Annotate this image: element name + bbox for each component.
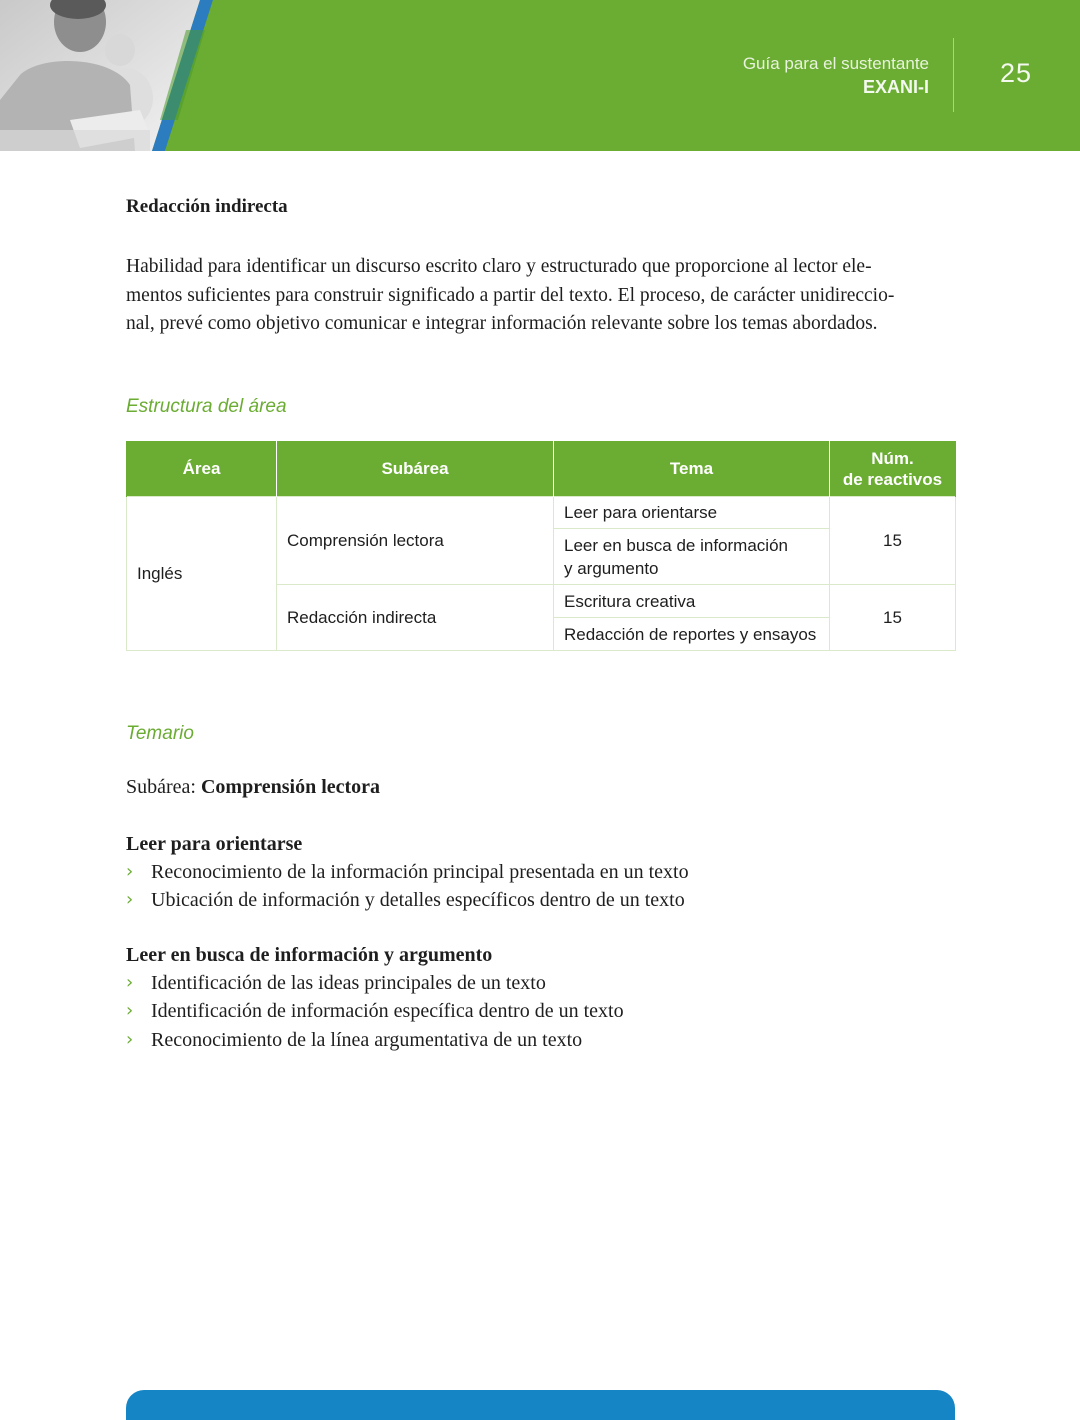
list-item: [126, 997, 956, 1025]
topic-list: [126, 969, 956, 1054]
section-heading: Redacción indirecta: [126, 196, 288, 217]
chevron-right-icon: ›: [126, 889, 134, 911]
page-number: 25: [1000, 58, 1033, 88]
subarea-name: Comprensión lectora: [200, 776, 381, 798]
cell-subarea: Redacción indirecta: [277, 585, 554, 651]
table-header-row: [127, 441, 956, 497]
cell-subarea: Comprensión lectora: [277, 497, 554, 585]
header-area: Área: [127, 441, 277, 497]
cell-reactivos: 15: [830, 585, 956, 651]
structure-title: Estructura del área: [126, 396, 287, 417]
chevron-right-icon: ›: [126, 861, 134, 882]
topic-list: [126, 858, 956, 915]
topic-title: Leer para orientarse: [126, 833, 303, 855]
cell-tema-line1: Leer en busca de información: [564, 535, 788, 555]
intro-line: mentos suficientes para construir significado a partir del texto. El proceso, de carácter unidireccio-: [126, 284, 895, 306]
list-item: [126, 969, 956, 997]
topic-block: [126, 941, 956, 1054]
header-titles: [743, 53, 929, 99]
header-subarea: Subárea: [277, 441, 554, 497]
cell-tema: [554, 529, 830, 585]
intro-line: Habilidad para identificar un discurso escrito claro y estructurado que proporcione al lector ele-: [126, 256, 872, 277]
cell-area: Inglés: [127, 497, 277, 651]
cell-tema: Escritura creativa: [554, 585, 830, 618]
header-tema: Tema: [554, 441, 830, 497]
subarea-label: Subárea:: [126, 776, 196, 798]
list-item-text: Identificación de información específica dentro de un texto: [151, 1000, 624, 1023]
table-row: [127, 497, 956, 529]
list-item-text: Reconocimiento de la línea argumentativa de un texto: [151, 1028, 583, 1051]
syllabus-title: Temario: [126, 723, 194, 744]
chevron-right-icon: ›: [126, 1000, 134, 1022]
list-item: [126, 1026, 956, 1054]
intro-paragraph: [126, 253, 956, 339]
guide-title: Guía para el sustentante: [742, 54, 929, 73]
list-item-text: Identificación de las ideas principales de un texto: [151, 972, 546, 994]
intro-line: nal, prevé como objetivo comunicar e integrar información relevante sobre los temas abordados.: [126, 313, 878, 334]
cell-reactivos: 15: [830, 497, 956, 585]
syllabus-subarea: [126, 776, 380, 799]
cell-tema-line2: y argumento: [564, 558, 659, 578]
exam-name: EXANI-I: [862, 77, 929, 97]
list-item-text: Reconocimiento de la información principal presentada en un texto: [151, 861, 689, 883]
header-reactivos-line1: Núm.: [871, 448, 914, 468]
list-item-text: Ubicación de información y detalles específicos dentro de un texto: [151, 889, 685, 912]
cell-tema: Redacción de reportes y ensayos: [554, 618, 830, 651]
header-divider: [953, 38, 954, 112]
structure-table: [126, 441, 956, 651]
page-header: [0, 0, 1080, 151]
student-photo: [0, 0, 215, 151]
header-reactivos-line2: de reactivos: [842, 469, 943, 489]
chevron-right-icon: ›: [126, 972, 134, 993]
cell-tema: Leer para orientarse: [554, 497, 830, 529]
topic-title: Leer en busca de información y argumento: [126, 944, 493, 966]
chevron-right-icon: ›: [126, 1028, 134, 1050]
list-item: [126, 886, 956, 914]
footer-bar: [126, 1390, 955, 1420]
header-reactivos: [830, 441, 956, 497]
list-item: [126, 858, 956, 886]
topic-block: [126, 830, 956, 915]
